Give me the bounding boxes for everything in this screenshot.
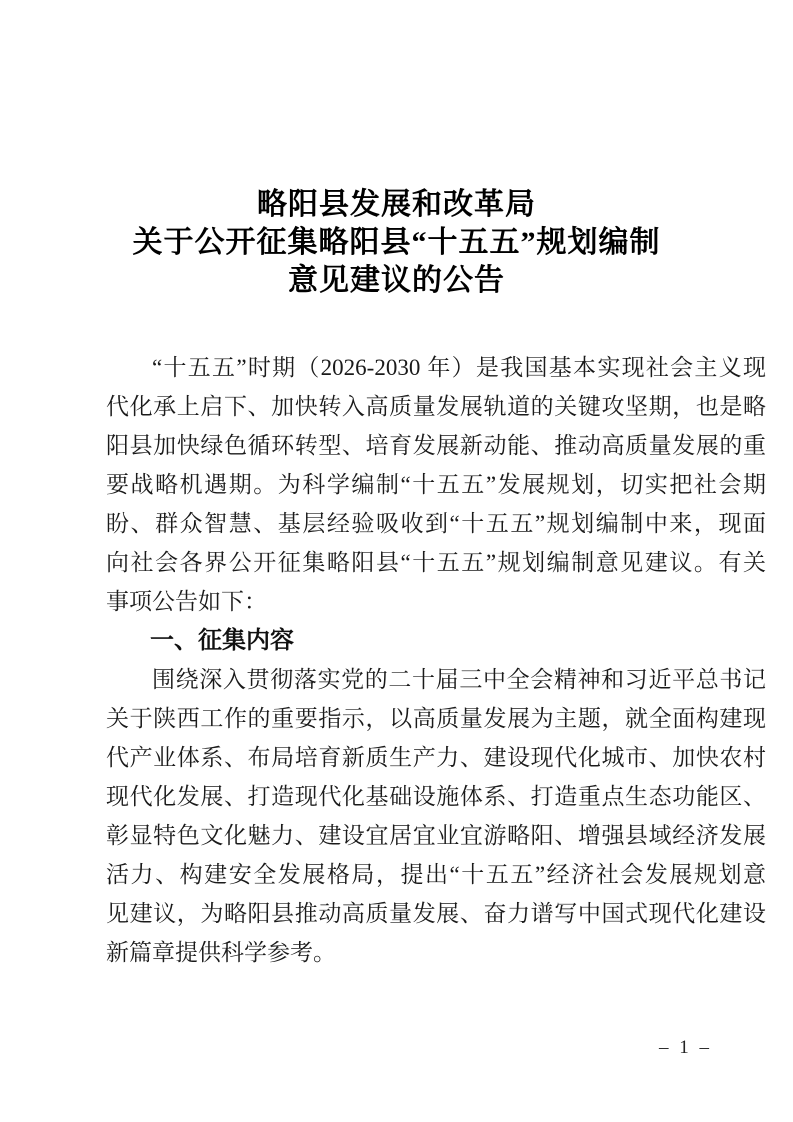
paragraph-1-line: 要战略机遇期。为科学编制“十五五”发展规划，切实把社会期 <box>106 472 766 497</box>
paragraph-1-line: 盼、群众智慧、基层经验吸收到“十五五”规划编制中来，现面 <box>106 511 766 536</box>
section-heading-1: 一、征集内容 <box>150 627 294 654</box>
page-number: – 1 – <box>659 1037 712 1058</box>
paragraph-1 <box>106 348 766 621</box>
document-body <box>106 348 766 972</box>
document-title <box>0 0 793 300</box>
document-title-line-3: 意见建议的公告 <box>288 264 505 297</box>
paragraph-1-line: 阳县加快绿色循环转型、培育发展新动能、推动高质量发展的重 <box>106 433 766 458</box>
paragraph-2-line: 见建议，为略阳县推动高质量发展、奋力谱写中国式现代化建设 <box>106 901 766 926</box>
paragraph-2-line: 代产业体系、布局培育新质生产力、建设现代化城市、加快农村 <box>106 745 766 770</box>
paragraph-2-line: 关于陕西工作的重要指示，以高质量发展为主题，就全面构建现 <box>106 706 766 731</box>
document-title-line-1: 略阳县发展和改革局 <box>257 188 536 221</box>
paragraph-1-line: 向社会各界公开征集略阳县“十五五”规划编制意见建议。有关 <box>106 550 766 575</box>
paragraph-1-line: “十五五”时期（2026-2030 年）是我国基本实现社会主义现 <box>152 355 766 380</box>
paragraph-1-line: 代化承上启下、加快转入高质量发展轨道的关键攻坚期，也是略 <box>106 394 766 419</box>
paragraph-2-line: 新篇章提供科学参考。 <box>106 940 336 965</box>
paragraph-2-line: 彰显特色文化魅力、建设宜居宜业宜游略阳、增强县域经济发展 <box>106 823 766 848</box>
paragraph-1-line: 事项公告如下： <box>106 589 267 614</box>
paragraph-2-line: 围绕深入贯彻落实党的二十届三中全会精神和习近平总书记 <box>152 667 766 692</box>
paragraph-2-line: 现代化发展、打造现代化基础设施体系、打造重点生态功能区、 <box>106 784 766 809</box>
paragraph-2 <box>106 660 766 972</box>
document-title-line-2: 关于公开征集略阳县“十五五”规划编制 <box>132 226 661 259</box>
paragraph-2-line: 活力、构建安全发展格局，提出“十五五”经济社会发展规划意 <box>106 862 766 887</box>
